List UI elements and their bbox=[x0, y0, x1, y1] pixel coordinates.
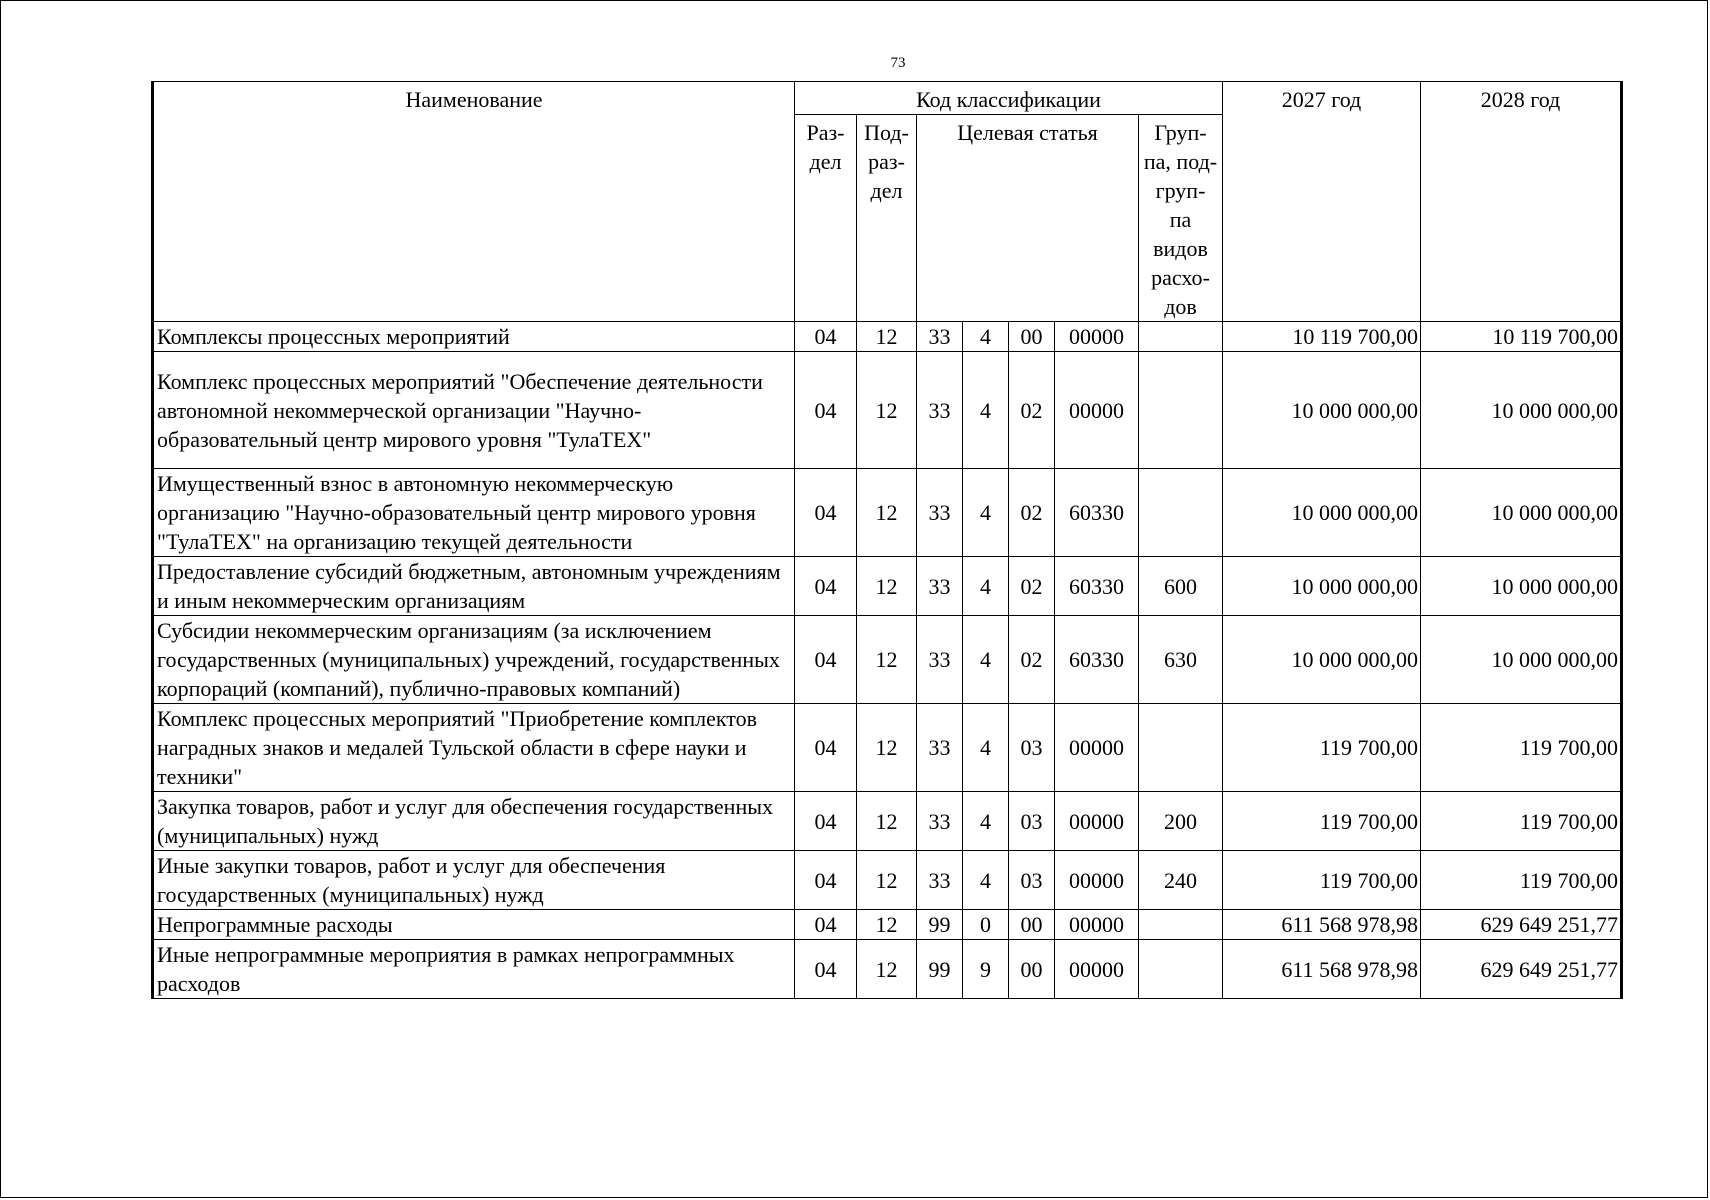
row-razdel: 04 bbox=[795, 352, 857, 469]
row-amount-2027: 119 700,00 bbox=[1223, 704, 1421, 792]
row-amount-2027: 611 568 978,98 bbox=[1223, 940, 1421, 999]
row-cs-element: 02 bbox=[1009, 352, 1055, 469]
row-amount-2028: 119 700,00 bbox=[1421, 851, 1622, 910]
header-expense-group-line: па, под- bbox=[1143, 149, 1218, 174]
row-cs-type: 4 bbox=[963, 616, 1009, 704]
row-cs-program: 99 bbox=[917, 940, 963, 999]
row-cs-element: 00 bbox=[1009, 910, 1055, 940]
row-cs-element: 02 bbox=[1009, 616, 1055, 704]
row-expense-group: 630 bbox=[1139, 616, 1223, 704]
row-razdel: 04 bbox=[795, 792, 857, 851]
row-cs-element: 02 bbox=[1009, 557, 1055, 616]
header-year-2028: 2028 год bbox=[1421, 82, 1622, 322]
row-cs-direction: 00000 bbox=[1055, 322, 1139, 352]
row-amount-2028: 10 000 000,00 bbox=[1421, 352, 1622, 469]
row-cs-element: 03 bbox=[1009, 704, 1055, 792]
header-section bbox=[795, 115, 857, 322]
row-cs-element: 02 bbox=[1009, 469, 1055, 557]
row-razdel: 04 bbox=[795, 557, 857, 616]
row-expense-group: 600 bbox=[1139, 557, 1223, 616]
row-cs-element: 00 bbox=[1009, 322, 1055, 352]
row-podrazdel: 12 bbox=[857, 940, 917, 999]
row-razdel: 04 bbox=[795, 940, 857, 999]
header-expense-group-line: видов bbox=[1153, 236, 1208, 261]
table-row bbox=[153, 322, 1622, 352]
header-expense-group-line: расхо- bbox=[1151, 265, 1210, 290]
row-cs-type: 4 bbox=[963, 322, 1009, 352]
row-cs-element: 00 bbox=[1009, 940, 1055, 999]
row-name: Имущественный взнос в автономную некоммерческую организацию "Научно-образовательный центр мирового уровня "ТулаТЕХ" на организацию текущей деятельности bbox=[153, 469, 795, 557]
table-body bbox=[153, 322, 1622, 999]
row-expense-group: 240 bbox=[1139, 851, 1223, 910]
row-amount-2028: 10 119 700,00 bbox=[1421, 322, 1622, 352]
header-expense-group-line: па bbox=[1169, 207, 1192, 232]
row-razdel: 04 bbox=[795, 616, 857, 704]
row-cs-type: 4 bbox=[963, 469, 1009, 557]
row-cs-program: 33 bbox=[917, 557, 963, 616]
table-row bbox=[153, 910, 1622, 940]
row-cs-direction: 00000 bbox=[1055, 851, 1139, 910]
row-amount-2028: 629 649 251,77 bbox=[1421, 910, 1622, 940]
header-expense-group-line: Груп- bbox=[1154, 120, 1207, 145]
header-expense-group-line: груп- bbox=[1155, 178, 1206, 203]
row-cs-direction: 00000 bbox=[1055, 940, 1139, 999]
row-cs-program: 33 bbox=[917, 469, 963, 557]
row-expense-group bbox=[1139, 704, 1223, 792]
table-row bbox=[153, 557, 1622, 616]
table-row bbox=[153, 940, 1622, 999]
row-podrazdel: 12 bbox=[857, 557, 917, 616]
row-expense-group: 200 bbox=[1139, 792, 1223, 851]
row-amount-2028: 10 000 000,00 bbox=[1421, 616, 1622, 704]
header-year-2027: 2027 год bbox=[1223, 82, 1421, 322]
row-expense-group bbox=[1139, 910, 1223, 940]
row-cs-type: 4 bbox=[963, 352, 1009, 469]
row-expense-group bbox=[1139, 352, 1223, 469]
row-expense-group bbox=[1139, 322, 1223, 352]
page-number: 73 bbox=[890, 55, 906, 71]
row-cs-direction: 60330 bbox=[1055, 469, 1139, 557]
header-classification: Код классификации bbox=[795, 82, 1223, 115]
row-cs-type: 4 bbox=[963, 851, 1009, 910]
row-podrazdel: 12 bbox=[857, 792, 917, 851]
row-amount-2027: 10 000 000,00 bbox=[1223, 557, 1421, 616]
row-amount-2027: 10 000 000,00 bbox=[1223, 469, 1421, 557]
row-expense-group bbox=[1139, 469, 1223, 557]
row-name: Предоставление субсидий бюджетным, автономным учреждениям и иным некоммерческим организациям bbox=[153, 557, 795, 616]
row-cs-program: 33 bbox=[917, 792, 963, 851]
table-row bbox=[153, 352, 1622, 469]
row-cs-direction: 60330 bbox=[1055, 557, 1139, 616]
header-subsection-line: дел bbox=[870, 178, 903, 203]
row-razdel: 04 bbox=[795, 469, 857, 557]
row-cs-program: 33 bbox=[917, 851, 963, 910]
row-cs-direction: 00000 bbox=[1055, 352, 1139, 469]
row-podrazdel: 12 bbox=[857, 851, 917, 910]
row-podrazdel: 12 bbox=[857, 469, 917, 557]
row-amount-2027: 10 119 700,00 bbox=[1223, 322, 1421, 352]
budget-table bbox=[151, 81, 1623, 999]
row-cs-type: 4 bbox=[963, 704, 1009, 792]
table-row bbox=[153, 704, 1622, 792]
row-cs-type: 4 bbox=[963, 792, 1009, 851]
row-razdel: 04 bbox=[795, 910, 857, 940]
row-podrazdel: 12 bbox=[857, 322, 917, 352]
row-cs-direction: 00000 bbox=[1055, 910, 1139, 940]
row-amount-2028: 10 000 000,00 bbox=[1421, 557, 1622, 616]
row-name: Закупка товаров, работ и услуг для обеспечения государственных (муниципальных) нужд bbox=[153, 792, 795, 851]
header-name: Наименование bbox=[153, 82, 795, 322]
row-amount-2027: 10 000 000,00 bbox=[1223, 352, 1421, 469]
table-header bbox=[153, 82, 1622, 322]
row-name: Субсидии некоммерческим организациям (за исключением государственных (муниципальных) учреждений, государственных корпораций (компаний), публично-правовых компаний) bbox=[153, 616, 795, 704]
row-amount-2028: 629 649 251,77 bbox=[1421, 940, 1622, 999]
table-row bbox=[153, 792, 1622, 851]
row-razdel: 04 bbox=[795, 704, 857, 792]
row-name: Комплекс процессных мероприятий "Приобретение комплектов наградных знаков и медалей Тульской области в сфере науки и техники" bbox=[153, 704, 795, 792]
row-razdel: 04 bbox=[795, 851, 857, 910]
table-row bbox=[153, 616, 1622, 704]
row-amount-2027: 10 000 000,00 bbox=[1223, 616, 1421, 704]
row-cs-type: 0 bbox=[963, 910, 1009, 940]
row-podrazdel: 12 bbox=[857, 352, 917, 469]
row-cs-element: 03 bbox=[1009, 792, 1055, 851]
row-amount-2028: 119 700,00 bbox=[1421, 704, 1622, 792]
header-subsection bbox=[857, 115, 917, 322]
row-cs-program: 99 bbox=[917, 910, 963, 940]
row-cs-program: 33 bbox=[917, 322, 963, 352]
header-target-article: Целевая статья bbox=[917, 115, 1139, 322]
row-amount-2027: 119 700,00 bbox=[1223, 851, 1421, 910]
header-expense-group bbox=[1139, 115, 1223, 322]
header-section-line: дел bbox=[809, 149, 842, 174]
row-razdel: 04 bbox=[795, 322, 857, 352]
row-cs-type: 9 bbox=[963, 940, 1009, 999]
row-cs-program: 33 bbox=[917, 704, 963, 792]
table-row bbox=[153, 469, 1622, 557]
header-subsection-line: Под- bbox=[864, 120, 909, 145]
table-row bbox=[153, 851, 1622, 910]
row-amount-2028: 119 700,00 bbox=[1421, 792, 1622, 851]
header-expense-group-line: дов bbox=[1164, 294, 1197, 319]
row-name: Иные закупки товаров, работ и услуг для обеспечения государственных (муниципальных) нужд bbox=[153, 851, 795, 910]
row-cs-direction: 00000 bbox=[1055, 792, 1139, 851]
row-cs-program: 33 bbox=[917, 616, 963, 704]
row-amount-2028: 10 000 000,00 bbox=[1421, 469, 1622, 557]
row-podrazdel: 12 bbox=[857, 616, 917, 704]
header-subsection-line: раз- bbox=[868, 149, 905, 174]
row-expense-group bbox=[1139, 940, 1223, 999]
row-amount-2027: 611 568 978,98 bbox=[1223, 910, 1421, 940]
row-name: Комплекс процессных мероприятий "Обеспечение деятельности автономной некоммерческой организации "Научно-образовательный центр мирового уровня "ТулаТЕХ" bbox=[153, 352, 795, 469]
row-cs-type: 4 bbox=[963, 557, 1009, 616]
row-podrazdel: 12 bbox=[857, 910, 917, 940]
row-cs-direction: 60330 bbox=[1055, 616, 1139, 704]
row-cs-element: 03 bbox=[1009, 851, 1055, 910]
row-cs-direction: 00000 bbox=[1055, 704, 1139, 792]
header-section-line: Раз- bbox=[806, 120, 845, 145]
row-podrazdel: 12 bbox=[857, 704, 917, 792]
row-amount-2027: 119 700,00 bbox=[1223, 792, 1421, 851]
row-cs-program: 33 bbox=[917, 352, 963, 469]
row-name: Непрограммные расходы bbox=[153, 910, 795, 940]
row-name: Иные непрограммные мероприятия в рамках непрограммных расходов bbox=[153, 940, 795, 999]
row-name: Комплексы процессных мероприятий bbox=[153, 322, 795, 352]
